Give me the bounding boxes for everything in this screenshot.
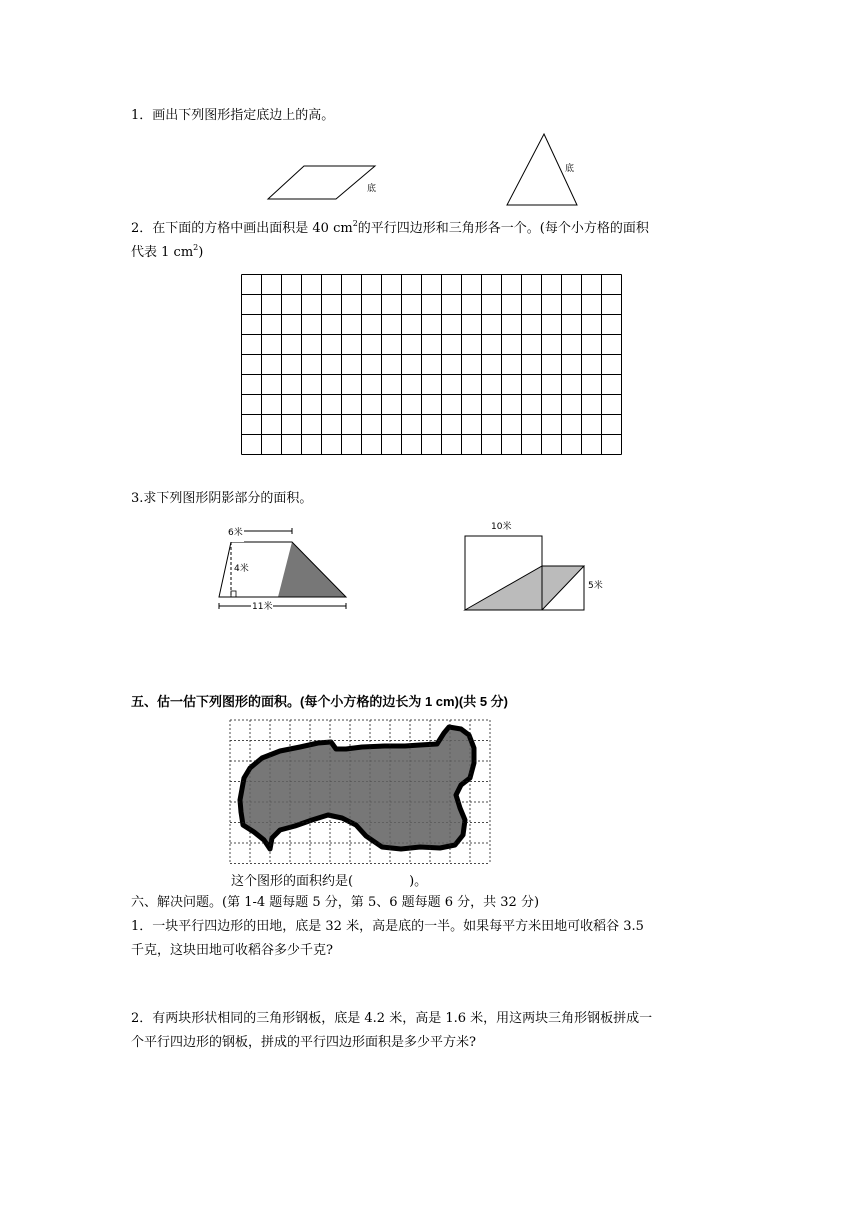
q2-line2-text-b: ) [198, 245, 204, 260]
q2-line2-sup: 2 [193, 243, 199, 252]
q3-trap-height-label: 4米 [234, 560, 249, 578]
section5-title: 五、估一估下列图形的面积。(每个小方格的边长为 1 cm)(共 5 分) [131, 694, 509, 709]
section6-problem1-line1: 1．一块平行四边形的田地，底是 32 米，高是底的一半。如果每平方米田地可收稻谷 3.5 [131, 919, 644, 934]
irregular-shape [240, 727, 474, 849]
q2-line1-text-b: 的平行四边形和三角形各一个。(每个小方格的面积 [357, 221, 649, 236]
q2-line2 [131, 244, 203, 262]
q3-square-figure [460, 530, 590, 615]
q2-line1-text-a: 2．在下面的方格中画出面积是 40 cm [131, 221, 353, 236]
trapezoid-shaded-triangle [278, 542, 346, 597]
section5-answer-suffix: )。 [409, 874, 428, 889]
q2-drawing-grid[interactable] [240, 273, 624, 477]
section5-answer-prefix: 这个图形的面积约是( [231, 874, 354, 889]
q3-title: 3.求下列图形阴影部分的面积。 [131, 491, 313, 506]
q1-parallelogram-base-label: 底 [367, 184, 377, 194]
q3-square-top-label: 10米 [491, 522, 512, 532]
q3-trap-top-label: 6米 [227, 524, 244, 542]
section6-problem2-line2: 个平行四边形的钢板，拼成的平行四边形面积是多少平方米? [131, 1035, 476, 1050]
q2-line1 [131, 220, 649, 238]
q2-line2-text-a: 代表 1 cm [131, 245, 194, 260]
square-shaded-parallelogram [465, 566, 584, 610]
q1-title: 1．画出下列图形指定底边上的高。 [131, 108, 335, 123]
q2-line1-sup: 2 [352, 219, 358, 228]
section5-estimate-grid [229, 719, 491, 865]
q1-triangle-base-label: 底 [565, 164, 575, 174]
q3-square-right-label: 5米 [588, 581, 603, 591]
section5-answer-line [231, 873, 427, 891]
q3-trapezoid-figure [200, 520, 360, 615]
section6-title: 六、解决问题。(第 1-4 题每题 5 分，第 5、6 题每题 6 分，共 32 分) [131, 895, 540, 910]
q3-trap-bottom-label: 11米 [251, 598, 273, 616]
parallelogram-shape [268, 166, 375, 199]
section6-problem2-line1: 2．有两块形状相同的三角形钢板，底是 4.2 米，高是 1.6 米，用这两块三角形钢板拼成一 [131, 1011, 653, 1026]
section6-problem1-line2: 千克，这块田地可收稻谷多少千克? [131, 943, 333, 958]
